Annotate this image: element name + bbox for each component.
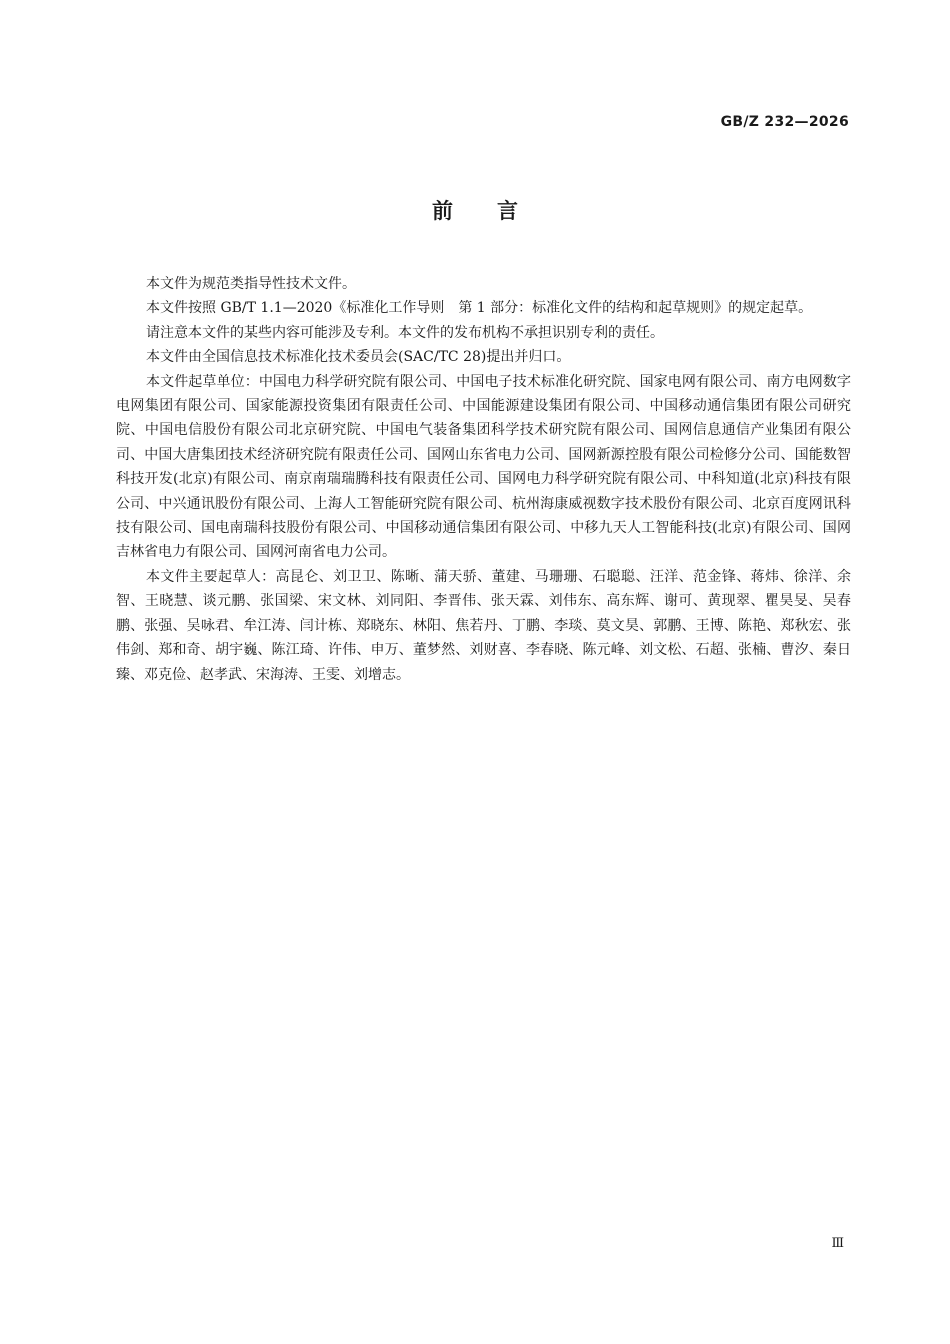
standard-code: GB/Z 232—2026 [720, 114, 849, 130]
foreword-body [116, 272, 851, 687]
title-char-1: 前 [432, 199, 453, 223]
paragraph-document-type: 本文件为规范类指导性技术文件。 [146, 276, 356, 292]
paragraph-proposer: 本文件由全国信息技术标准化技术委员会(SAC/TC 28)提出并归口。 [146, 349, 571, 366]
paragraph-patent-notice: 请注意本文件的某些内容可能涉及专利。本文件的发布机构不承担识别专利的责任。 [146, 324, 664, 341]
page-title [0, 195, 950, 225]
paragraph-drafting-units: 本文件起草单位：中国电力科学研究院有限公司、中国电子技术标准化研究院、国家电网有限公司、南方电网数字电网集团有限公司、国家能源投资集团有限责任公司、中国能源建设集团有限公司、中国移动通信集团有限公司研究院、中国电信股份有限公司北京研究院、中国电气装备集团科学技术研究院有限公司、国网信息通信产业集团有限公司、中国大唐集团技术经济研究院有限责任公司、国网山东省电力公司、国网新源控股有限公司检修分公司、国能数智科技开发(北京)有限公司、南京南瑞瑞腾科技有限责任公司、国网电力科学研究院有限公司、中科知道(北京)科技有限公司、中兴通讯股份有限公司、上海人工智能研究院有限公司、杭州海康威视数字技术股份有限公司、北京百度网讯科技有限公司、国电南瑞科技股份有限公司、中国移动通信集团有限公司、中移九天人工智能科技(北京)有限公司、国网吉林省电力有限公司、国网河南省电力公司。 [116, 373, 851, 561]
title-char-2: 言 [497, 199, 518, 223]
paragraph-drafting-rules: 本文件按照 GB/T 1.1—2020《标准化工作导则 第 1 部分：标准化文件的结构和起草规则》的规定起草。 [146, 300, 813, 317]
paragraph-drafters: 本文件主要起草人：高昆仑、刘卫卫、陈晰、蒲天骄、董建、马珊珊、石聪聪、汪洋、范金锋、蒋炜、徐洋、余智、王晓慧、谈元鹏、张国梁、宋文林、刘同阳、李晋伟、张天霖、刘伟东、高东辉、谢可、黄现翠、瞿昊旻、吴春鹏、张强、吴咏君、牟江涛、闫计栋、郑晓东、林阳、焦若丹、丁鹏、李琰、莫文昊、郭鹏、王博、陈艳、郑秋宏、张伟剑、郑和奇、胡宇巍、陈江琦、许伟、申万、董梦然、刘财喜、李春晓、陈元峰、刘文松、石超、张楠、曹汐、秦日臻、邓克俭、赵孝武、宋海涛、王雯、刘增志。 [116, 568, 851, 683]
page-number: Ⅲ [831, 1236, 844, 1251]
